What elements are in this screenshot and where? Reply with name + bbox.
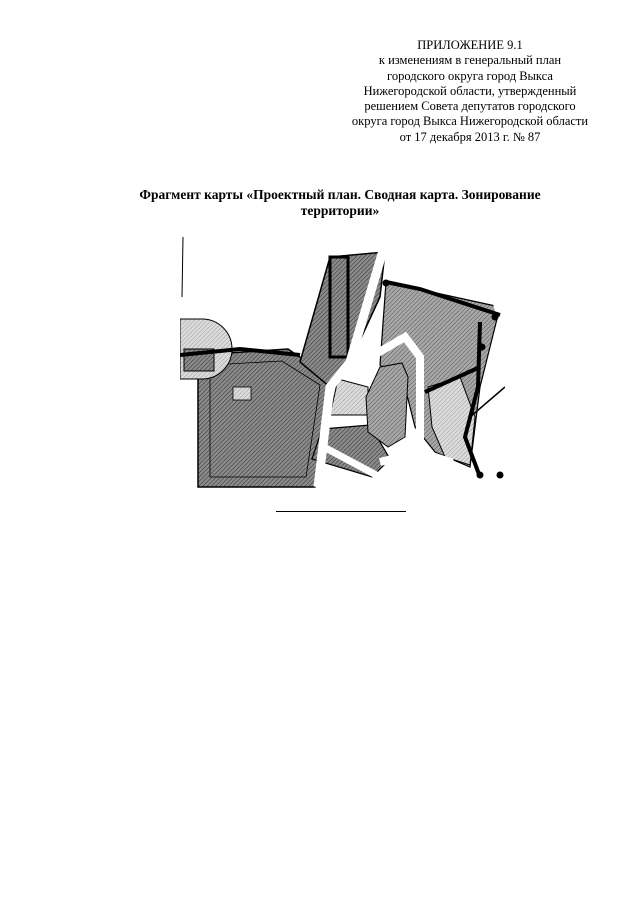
zone-inner-middle <box>366 363 408 447</box>
document-title-line: Фрагмент карты «Проектный план. Сводная карта. Зонирование <box>139 187 541 202</box>
map-edge-top <box>182 237 183 297</box>
boundary-node <box>383 280 390 287</box>
zoning-map-svg <box>180 237 505 495</box>
boundary-node <box>479 344 486 351</box>
appendix-line: Нижегородской области, утвержденный <box>363 83 577 98</box>
appendix-line: решением Совета депутатов городского <box>364 99 576 114</box>
zone-small-square <box>233 387 251 400</box>
zoning-map-fragment <box>180 237 505 495</box>
appendix-line: к изменениям в генеральный план <box>378 53 562 68</box>
boundary-node <box>477 472 484 479</box>
document-title <box>100 187 580 219</box>
appendix-block <box>340 38 600 145</box>
boundary-node <box>492 314 499 321</box>
closing-rule <box>276 511 406 512</box>
boundary-block-center <box>330 257 348 357</box>
document-title-line: территории» <box>300 203 380 218</box>
boundary-node <box>497 472 504 479</box>
appendix-heading: ПРИЛОЖЕНИЕ 9.1 <box>417 38 523 52</box>
appendix-line: округа город Выкса Нижегородской области <box>351 114 589 129</box>
appendix-date-line: от 17 декабря 2013 г. № 87 <box>399 129 541 144</box>
appendix-line: городского округа город Выкса <box>387 68 553 83</box>
